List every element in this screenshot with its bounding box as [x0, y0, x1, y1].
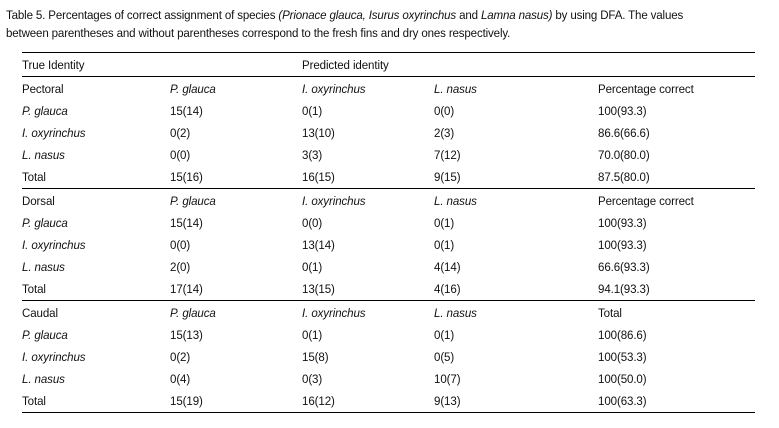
row-value: 13(10) [302, 126, 335, 140]
row-value: 15(14) [170, 104, 203, 118]
table-row [22, 346, 755, 368]
row-value: 3(3) [302, 148, 323, 162]
table-row [22, 324, 755, 346]
row-value: 70.0(80.0) [598, 148, 650, 162]
row-value: 0(0) [170, 238, 191, 252]
table-row-total [22, 166, 755, 189]
caption-species-1: (Prionace glauca, Isurus oxyrinchus [278, 8, 457, 22]
row-label: L. nasus [22, 372, 65, 386]
row-value: 100(93.3) [598, 216, 647, 230]
row-value: 0(1) [434, 238, 455, 252]
section-name: Pectoral [22, 81, 64, 96]
row-value: 2(3) [434, 126, 455, 140]
row-value: 15(8) [302, 350, 329, 364]
row-label: P. glauca [22, 328, 68, 342]
row-label: Total [22, 166, 170, 189]
caption-prefix: Table 5. Percentages of correct assignment of species [6, 8, 279, 22]
row-value: 15(16) [170, 166, 302, 189]
table-row [22, 234, 755, 256]
section-col-4: Percentage correct [598, 81, 694, 96]
row-value: 16(15) [302, 166, 434, 189]
row-value: 100(86.6) [598, 328, 647, 342]
table-row-total [22, 390, 755, 413]
section-col-4: Total [598, 305, 622, 320]
row-value: 10(7) [434, 372, 461, 386]
row-value: 100(50.0) [598, 372, 647, 386]
section-col-3: L. nasus [434, 193, 477, 208]
row-value: 0(5) [434, 350, 455, 364]
header-predicted-identity: Predicted identity [302, 53, 434, 77]
row-value: 100(53.3) [598, 350, 647, 364]
section-col-2: I. oxyrinchus [302, 193, 366, 208]
row-value: 13(14) [302, 238, 335, 252]
caption-species-2: Lamna nasus) [480, 8, 553, 22]
row-value: 15(13) [170, 328, 203, 342]
row-value: 86.6(66.6) [598, 126, 650, 140]
table-row [22, 100, 755, 122]
row-value: 94.1(93.3) [598, 278, 755, 301]
row-label: Total [22, 278, 170, 301]
row-value: 0(1) [302, 260, 323, 274]
row-label: L. nasus [22, 260, 65, 274]
row-value: 100(63.3) [598, 390, 755, 413]
row-value: 0(1) [302, 104, 323, 118]
table-row-total [22, 278, 755, 301]
section-header-row [22, 301, 755, 325]
table-caption [6, 6, 715, 42]
row-label: P. glauca [22, 104, 68, 118]
row-value: 0(4) [170, 372, 191, 386]
section-col-2: I. oxyrinchus [302, 305, 366, 320]
row-label: I. oxyrinchus [22, 350, 86, 364]
table-container [22, 52, 755, 413]
row-value: 66.6(93.3) [598, 260, 650, 274]
row-value: 9(13) [434, 390, 598, 413]
row-value: 100(93.3) [598, 104, 647, 118]
row-value: 0(3) [302, 372, 323, 386]
row-label: P. glauca [22, 216, 68, 230]
row-value: 0(1) [434, 216, 455, 230]
row-value: 16(12) [302, 390, 434, 413]
row-value: 0(2) [170, 350, 191, 364]
table-row [22, 144, 755, 166]
table-header-row [22, 53, 755, 77]
row-value: 7(12) [434, 148, 461, 162]
row-value: 100(93.3) [598, 238, 647, 252]
row-value: 4(14) [434, 260, 461, 274]
header-spacer-2 [434, 53, 598, 77]
row-label: L. nasus [22, 148, 65, 162]
caption-suffix: by using DFA. The values between parentheses and without parentheses correspond to the fresh fins and dry ones respectively. [6, 8, 684, 40]
row-value: 0(1) [434, 328, 455, 342]
row-label: I. oxyrinchus [22, 238, 86, 252]
row-value: 13(15) [302, 278, 434, 301]
row-value: 0(0) [170, 148, 191, 162]
header-spacer [170, 53, 302, 77]
section-col-1: P. glauca [170, 193, 216, 208]
row-value: 87.5(80.0) [598, 166, 755, 189]
row-value: 9(15) [434, 166, 598, 189]
row-value: 15(19) [170, 390, 302, 413]
row-value: 0(0) [302, 216, 323, 230]
table-body [22, 53, 755, 413]
row-value: 17(14) [170, 278, 302, 301]
section-col-3: L. nasus [434, 305, 477, 320]
row-value: 0(1) [302, 328, 323, 342]
caption-mid: and [456, 8, 481, 22]
table-row [22, 368, 755, 390]
section-col-3: L. nasus [434, 81, 477, 96]
section-header-row [22, 77, 755, 101]
row-label: I. oxyrinchus [22, 126, 86, 140]
row-value: 4(16) [434, 278, 598, 301]
row-value: 15(14) [170, 216, 203, 230]
section-col-1: P. glauca [170, 81, 216, 96]
section-header-row [22, 189, 755, 213]
table-row [22, 212, 755, 234]
row-value: 0(0) [434, 104, 455, 118]
section-name: Dorsal [22, 193, 55, 208]
section-name: Caudal [22, 305, 58, 320]
row-value: 0(2) [170, 126, 191, 140]
table-row [22, 256, 755, 278]
results-table [22, 52, 755, 413]
table-row [22, 122, 755, 144]
section-col-4: Percentage correct [598, 193, 694, 208]
row-value: 2(0) [170, 260, 191, 274]
header-spacer-3 [598, 53, 755, 77]
row-label: Total [22, 390, 170, 413]
section-col-1: P. glauca [170, 305, 216, 320]
header-true-identity: True Identity [22, 53, 170, 77]
section-col-2: I. oxyrinchus [302, 81, 366, 96]
